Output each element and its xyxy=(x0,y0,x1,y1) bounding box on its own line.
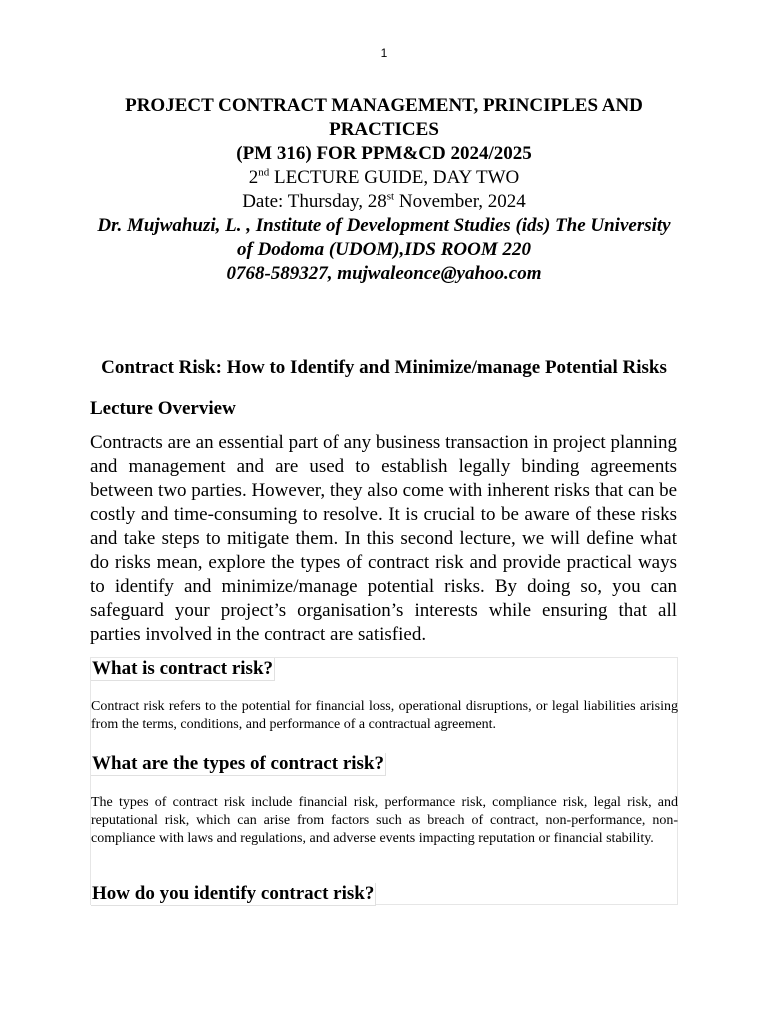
faq-answer-2: The types of contract risk include financial risk, performance risk, compliance risk, legal risk, and reputational risk, which can arise from factors such as breach of contract, non-performance, non-compliance with laws and regulations, and adverse events impacting reputation or financial stability. xyxy=(91,795,678,846)
faq-section xyxy=(90,657,678,905)
overview-heading: Lecture Overview xyxy=(90,398,236,419)
faq-question-2: What are the types of contract risk? xyxy=(92,753,384,774)
course-title: PROJECT CONTRACT MANAGEMENT, PRINCIPLES AND PRACTICES xyxy=(125,95,643,140)
faq-question-1: What is contract risk? xyxy=(92,658,274,679)
page-number: 1 xyxy=(380,46,388,60)
faq-answer-1: Contract risk refers to the potential for financial loss, operational disruptions, or legal liabilities arising from the terms, conditions, and performance of a contractual agreement. xyxy=(91,699,678,732)
section-title: Contract Risk: How to Identify and Minimize/manage Potential Risks xyxy=(101,357,667,378)
lecturer-info: Dr. Mujwahuzi, L. , Institute of Development Studies (ids) The University of Dodoma (UDOM),IDS ROOM 220 xyxy=(97,215,671,260)
date-prefix: Date: Thursday, 28 xyxy=(242,191,387,212)
lecture-number-suffix: nd xyxy=(258,166,270,179)
date-suffix: st xyxy=(386,190,395,203)
lecture-guide-text: LECTURE GUIDE, DAY TWO xyxy=(269,167,520,188)
overview-paragraph: Contracts are an essential part of any business transaction in project planning and management and are used to establish legally binding agreements between two parties. However, they also come with inherent risks that can be costly and time-consuming to resolve. It is crucial to be aware of these risks and take steps to mitigate them. In this second lecture, we will define what do risks mean, explore the types of contract risk and provide practical ways to identify and minimize/manage potential risks. By doing so, you can safeguard your project’s organisation’s interests while ensuring that all parties involved in the contract are satisfied. xyxy=(90,432,677,645)
date-rest: November, 2024 xyxy=(394,191,526,212)
course-code: (PM 316) FOR PPM&CD 2024/2025 xyxy=(236,143,532,164)
lecture-guide-line xyxy=(90,166,678,190)
lecture-date xyxy=(90,190,678,214)
faq-question-3: How do you identify contract risk? xyxy=(92,883,375,904)
document-header xyxy=(90,94,678,286)
contact-info: 0768-589327, mujwaleonce@yahoo.com xyxy=(226,263,542,284)
lecture-number: 2 xyxy=(248,167,259,188)
